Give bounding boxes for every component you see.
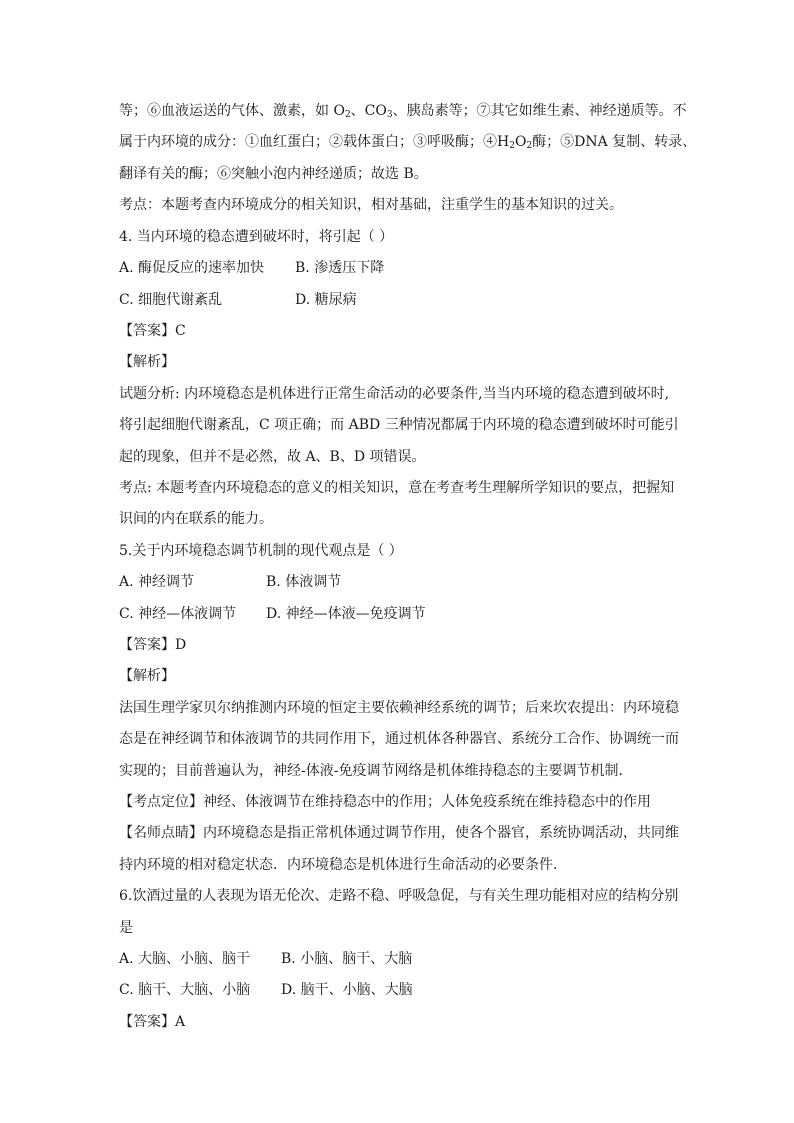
options-row: [119, 290, 357, 310]
analysis-line: 试题分析: 内环境稳态是机体进行正常生命活动的必要条件,当当内环境的稳态遭到破坏时,: [119, 386, 670, 402]
kaodian-line: 考点: 本题考查内环境稳态的意义的相关知识，意在考查考生理解所学知识的要点，把握知: [119, 480, 675, 496]
kaodian-line: 【考点定位】神经、体液调节在维持稳态中的作用；人体免疫系统在维持稳态中的作用: [119, 794, 651, 810]
answer-label: 【答案】C: [119, 323, 186, 339]
analysis-line: 实现的；目前普遍认为，神经-体液-免疫调节网络是机体维持稳态的主要调节机制．: [119, 763, 633, 779]
options-row: [119, 258, 385, 278]
options-row: [119, 949, 413, 969]
analysis-line: 态是在神经调节和体液调节的共同作用下，通过机体各种器官、系统分工合作、协调统一而: [119, 731, 679, 747]
options-row: [119, 604, 426, 624]
option-a: A. 神经调节: [119, 574, 195, 590]
mingshi-line: 持内环境的相对稳定状态．内环境稳态是机体进行生命活动的必要条件．: [119, 857, 567, 873]
question-6-cont: 是: [119, 920, 133, 936]
option-b: B. 渗透压下降: [295, 260, 385, 276]
option-d: D. 脑干、小脑、大脑: [281, 982, 413, 998]
mingshi-line: 【名师点睛】内环境稳态是指正常机体通过调节作用，使各个器官，系统协调活动，共同维: [119, 825, 679, 841]
analysis-label: 【解析】: [119, 354, 175, 370]
text-line: 等；⑥血液运送的气体、激素，如 $O_2$、$CO_3$、胰岛素等；⑦其它如维生素、神经递质等。不: [119, 103, 687, 120]
kaodian-line: 识间的内在联系的能力。: [119, 511, 273, 527]
kaodian-line: 考点：本题考查内环境成分的相关知识，相对基础，注重学生的基本知识的过关。: [119, 197, 623, 213]
option-b: B. 小脑、脑干、大脑: [281, 951, 413, 967]
option-d: D. 糖尿病: [295, 292, 357, 308]
options-row: [119, 980, 413, 1000]
text-line: 翻译有关的酶；⑥突触小泡内神经递质；故选 B。: [119, 166, 428, 182]
question-6: 6.饮酒过量的人表现为语无伦次、走路不稳、呼吸急促，与有关生理功能相对应的结构分别: [119, 888, 679, 904]
analysis-line: 将引起细胞代谢紊乱，C 项正确；而 ABD 三种情况都属于内环境的稳态遭到破坏时可能引: [119, 417, 679, 433]
option-a: A. 大脑、小脑、脑干: [119, 951, 251, 967]
analysis-label: 【解析】: [119, 668, 175, 684]
answer-label: 【答案】A: [119, 1014, 186, 1030]
option-c: C. 脑干、大脑、小脑: [119, 982, 251, 998]
option-b: B. 体液调节: [266, 574, 342, 590]
analysis-line: 起的现象，但并不是必然，故 A、B、D 项错误。: [119, 449, 426, 465]
option-c: C. 神经—体液调节: [119, 606, 237, 622]
answer-label: 【答案】D: [119, 637, 187, 653]
question-4: 4. 当内环境的稳态遭到破坏时，将引起（ ）: [119, 229, 394, 245]
options-row: [119, 572, 342, 592]
question-5: 5.关于内环境稳态调节机制的现代观点是（ ）: [119, 543, 403, 559]
analysis-line: 法国生理学家贝尔纳推测内环境的恒定主要依赖神经系统的调节；后来坎农提出：内环境稳: [119, 700, 679, 716]
text-line: 属于内环境的成分：①血红蛋白；②载体蛋白；③呼吸酶；$④H_2O_2$酶；⑤DNA 复制、转录、: [119, 134, 697, 151]
option-c: C. 细胞代谢紊乱: [119, 292, 223, 308]
option-a: A. 酶促反应的速率加快: [119, 260, 265, 276]
option-d: D. 神经—体液—免疫调节: [266, 606, 426, 622]
